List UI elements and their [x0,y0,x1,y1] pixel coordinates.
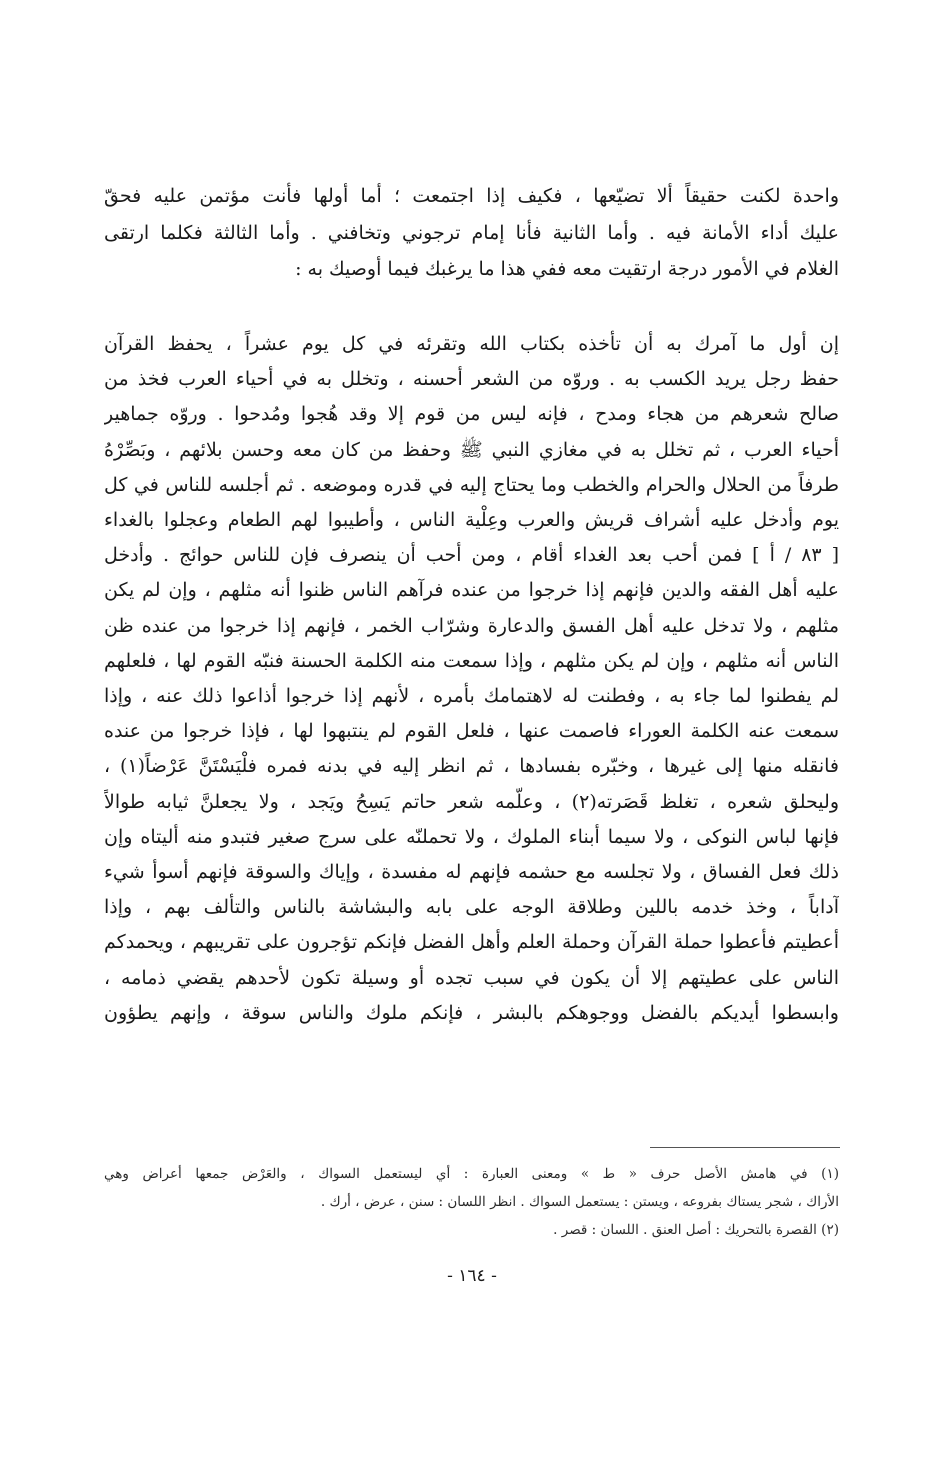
paragraph-2 [104,327,839,1031]
text-line: حفظ رجل يريد الكسب به . وروّه من الشعر أحسنه ، وتخلل به في أحياء العرب فخذ من [104,368,839,391]
text-line: الغلام في الأمور درجة ارتقيت معه ففي هذا ما يرغبك فيما أوصيك به : [295,258,839,280]
text-line: صالح شعرهم من هجاء ومدح ، فإنه ليس من قوم إلا وقد هُجوا ومُدحوا . وروّه جماهير [104,403,839,426]
text-line: آداباً ، وخذ خدمه باللين وطلاقة الوجه على بابه والبشاشة بالناس والتألف بهم ، وإذا [104,896,839,919]
text-line: يوم وأدخل عليه أشراف قريش والعرب وعِلْية الناس ، وأطيبوا لهم الطعام وعجلوا بالغداء [104,509,839,532]
text-line: أحياء العرب ، ثم تخلل به في مغازي النبي ﷺ وحفظ من كان معه وحسن بلائهم ، وبَصِّرْهُ [104,438,839,461]
text-line: سمعت عنه الكلمة العوراء فاصمت عنها ، فلعل القوم لم ينتبهوا لها ، فإذا خرجوا من عنده [104,720,839,743]
footnote-line: (١) في هامش الأصل حرف « ط » ومعنى العبارة : أي ليستعمل السواك ، والعَرْض جمعها أعراض وهي [104,1166,839,1182]
text-line: لم يفطنوا لما جاء به ، وفطنت له لاهتمامك بأمره ، لأنهم إذا خرجوا أذاعوا ذلك عنه ، وإذا [104,685,839,708]
text-line: أعطيتم فأعطوا حملة القرآن وحملة العلم وأهل الفضل فإنكم تؤجرون على تقريبهم ، ويحمدكم [104,931,839,954]
footnote-divider [650,1147,840,1148]
page-number: - ١٦٤ - [447,1266,497,1286]
paragraph-1 [104,178,839,288]
text-line: ذلك فعل الفساق ، ولا تجلسه مع حشمه فإنهم له مفسدة ، وإياك والسوقة فإنهم أسوأ شيء [104,861,839,884]
text-line: فانقله منها إلى غيرها ، وخبّره بفسادها ، ثم انظر إليه في بدنه فمره فلْيَسْتَنَّ عَرْضاً(١) ، [104,755,839,778]
text-line: مثلهم ، ولا تدخل عليه أهل الفسق والدعارة وشرّاب الخمر ، فإنهم إذا خرجوا من عنده ظن [104,614,839,637]
footnotes [104,1160,839,1244]
text-line: الناس على عطيتهم إلا أن يكون في سبب تجده أو وسيلة تكون لأحدهم يقضي ذمامه ، [104,966,839,989]
text-line: واحدة لكنت حقيقاً ألا تضيّعها ، فكيف إذا اجتمعت ؛ أما أولها فأنت مؤتمن عليه فحقّ [104,185,839,207]
footnote-line: (٢) القصرة بالتحريك : أصل العنق . اللسان : قصر . [553,1222,839,1238]
text-line: طرفاً من الحلال والحرام والخطب وما يحتاج إليه في قدره وموضعه . ثم أجلسه للناس في كل [104,473,839,496]
text-line: [ ٨٣ / أ ] فمن أحب بعد الغداء أقام ، ومن أحب أن ينصرف فإن للناس حوائج . وأدخل [104,544,839,567]
text-line: وابسطوا أيديكم بالفضل ووجوهكم بالبشر ، فإنكم ملوك والناس سوقة ، وإنهم يطؤون [104,1001,839,1024]
text-line: عليك أداء الأمانة فيه . وأما الثانية فأنا إمام ترجوني وتخافني . وأما الثالثة فكلما ارتقى [104,221,839,244]
text-line: عليه أهل الفقه والدين فإنهم إذا خرجوا من عنده فرآهم الناس ظنوا أنه مثلهم ، وإن لم يكن [104,579,839,602]
text-line: إن أول ما آمرك به أن تأخذه بكتاب الله وتقرئه في كل يوم عشراً ، يحفظ القرآن [104,333,839,355]
text-line: فإنها لباس النوكى ، ولا سيما أبناء الملوك ، ولا تحملنّه على سرج صغير فتبدو منه أليتاه وإن [104,825,839,848]
text-line: وليحلق شعره ، تغلظ قَصَرته(٢) ، وعلّمه شعر حاتم يَسِحُ ويَجد ، ولا يجعلنَّ ثيابه طوالاً [104,790,839,813]
footnote-line: الأراك ، شجر يستاك بفروعه ، ويستن : يستعمل السواك . انظر اللسان : سنن ، عرض ، أرك . [320,1194,839,1210]
text-line: الناس أنه مثلهم ، وإن لم يكن مثلهم ، وإذا سمعت منه الكلمة الحسنة فنبّه القوم لها ، فلعلهم [104,649,839,672]
